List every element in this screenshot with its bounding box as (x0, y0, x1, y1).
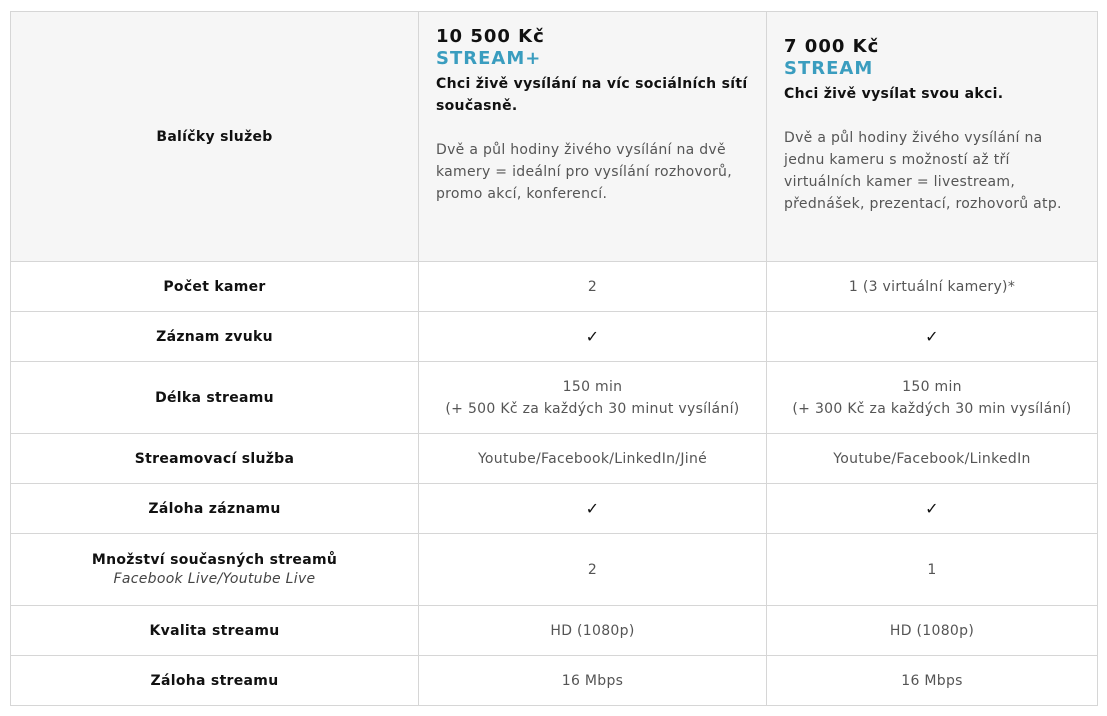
checkmark-icon: ✓ (925, 499, 939, 518)
cell-value: 2 (587, 278, 598, 295)
package-stream (767, 12, 1098, 262)
package-header-row (11, 12, 1098, 262)
table-row-simultaneous-streams (11, 534, 1098, 606)
cell-value: 16 Mbps (561, 672, 624, 689)
package-description: Dvě a půl hodiny živého vysílání na jednu kameru s možností až tří virtuálních kamer = livestream, přednášek, prezentací, rozhovorů atp. (784, 130, 1062, 212)
checkmark-icon: ✓ (585, 499, 600, 518)
row-label: Záloha záznamu (148, 500, 281, 517)
row-sublabel: Facebook Live/Youtube Live (113, 571, 316, 587)
cell-value: 150 min (562, 378, 623, 395)
cell-value-note: (+ 300 Kč za každých 30 min vysílání) (792, 400, 1072, 417)
package-tagline: Chci živě vysílání na víc sociálních sítí současně. (436, 76, 748, 114)
checkmark-icon: ✓ (585, 327, 600, 346)
row-label: Kvalita streamu (149, 622, 280, 639)
row-label: Délka streamu (155, 389, 274, 406)
cell-value: HD (1080p) (550, 622, 635, 639)
table-row-audio-recording (11, 312, 1098, 362)
row-label: Streamovací služba (134, 450, 295, 467)
table-row-stream-quality (11, 606, 1098, 656)
package-tagline: Chci živě vysílat svou akci. (784, 86, 1004, 102)
cell-value: 150 min (902, 378, 962, 395)
table-row-recording-backup (11, 484, 1098, 534)
row-label: Záznam zvuku (156, 328, 273, 345)
table-row-stream-length (11, 362, 1098, 434)
row-label-cell (11, 12, 419, 262)
checkmark-icon: ✓ (925, 327, 939, 346)
cell-value: Youtube/Facebook/LinkedIn/Jiné (477, 450, 708, 467)
row-label (21, 552, 408, 587)
table-row-streaming-service (11, 434, 1098, 484)
row-label-text: Množství současných streamů (91, 552, 338, 568)
cell-value-note: (+ 500 Kč za každých 30 minut vysílání) (445, 400, 740, 417)
cell-value: 2 (587, 561, 598, 578)
package-name: STREAM (784, 58, 874, 79)
pricing-table (10, 11, 1098, 706)
row-label: Počet kamer (163, 278, 266, 295)
package-stream-plus (419, 12, 767, 262)
cell-value: 1 (3 virtuální kamery)* (848, 278, 1016, 295)
package-description: Dvě a půl hodiny živého vysílání na dvě kamery = ideální pro vysílání rozhovorů, promo akcí, konferencí. (436, 142, 732, 202)
cell-value: 16 Mbps (901, 672, 963, 689)
row-label: Záloha streamu (150, 672, 279, 689)
cell-value: 1 (927, 561, 937, 578)
cell-value: Youtube/Facebook/LinkedIn (833, 450, 1031, 467)
package-price: 10 500 Kč (436, 26, 545, 47)
package-name: STREAM+ (436, 48, 542, 69)
header-label: Balíčky služeb (156, 128, 273, 145)
table-row-stream-backup (11, 656, 1098, 706)
package-price: 7 000 Kč (784, 36, 880, 57)
table-row-camera-count (11, 262, 1098, 312)
cell-value: HD (1080p) (889, 622, 975, 639)
